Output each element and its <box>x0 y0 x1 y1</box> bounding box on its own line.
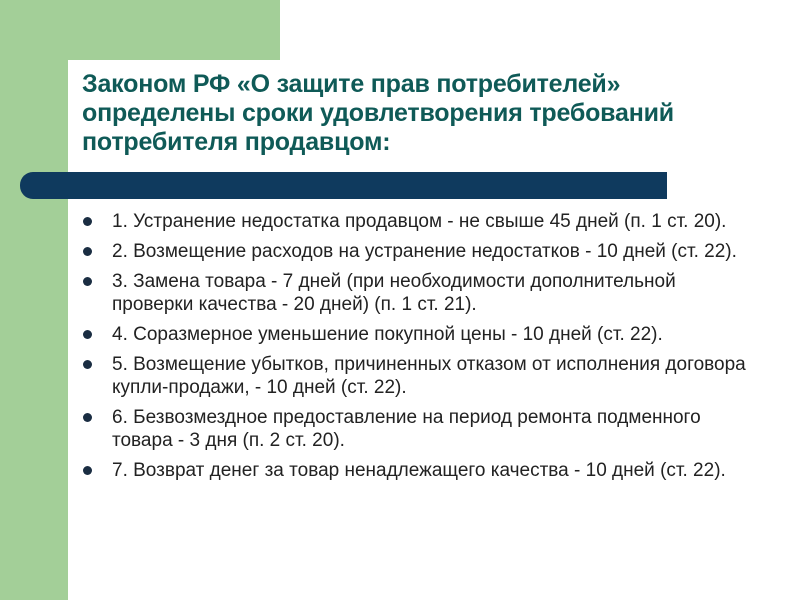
bullet-dot-icon <box>83 247 92 256</box>
bullet-dot-icon <box>83 360 92 369</box>
bullet-dot-icon <box>83 466 92 475</box>
list-item-text: 1. Устранение недостатка продавцом - не свыше 45 дней (п. 1 ст. 20). <box>112 211 727 232</box>
list-item-text: 5. Возмещение убытков, причиненных отказом от исполнения договора купли-продажи, - 10 дней (ст. 22). <box>112 354 746 398</box>
bullet-dot-icon <box>83 330 92 339</box>
list-item-text: 2. Возмещение расходов на устранение недостатков - 10 дней (ст. 22). <box>112 241 737 262</box>
bullet-dot-icon <box>83 277 92 286</box>
list-item-text: 7. Возврат денег за товар ненадлежащего качества - 10 дней (ст. 22). <box>112 460 726 481</box>
list-item <box>80 210 760 233</box>
requirements-list <box>80 210 760 489</box>
list-item-text: 4. Соразмерное уменьшение покупной цены - 10 дней (ст. 22). <box>112 324 663 345</box>
list-item <box>80 353 760 399</box>
title-divider-bar <box>20 172 667 199</box>
bullet-dot-icon <box>83 413 92 422</box>
list-item <box>80 323 760 346</box>
slide-title: Законом РФ «О защите прав потребителей» определены сроки удовлетворения требований потребителя продавцом: <box>82 70 674 156</box>
list-item <box>80 459 760 482</box>
list-item-text: 3. Замена товара - 7 дней (при необходимости дополнительной проверки качества - 20 дней) (п. 1 ст. 21). <box>112 271 676 315</box>
list-item <box>80 406 760 452</box>
list-item <box>80 240 760 263</box>
list-item <box>80 270 760 316</box>
bullet-dot-icon <box>83 217 92 226</box>
list-item-text: 6. Безвозмездное предоставление на период ремонта подменного товара - 3 дня (п. 2 ст. 20). <box>112 407 701 451</box>
